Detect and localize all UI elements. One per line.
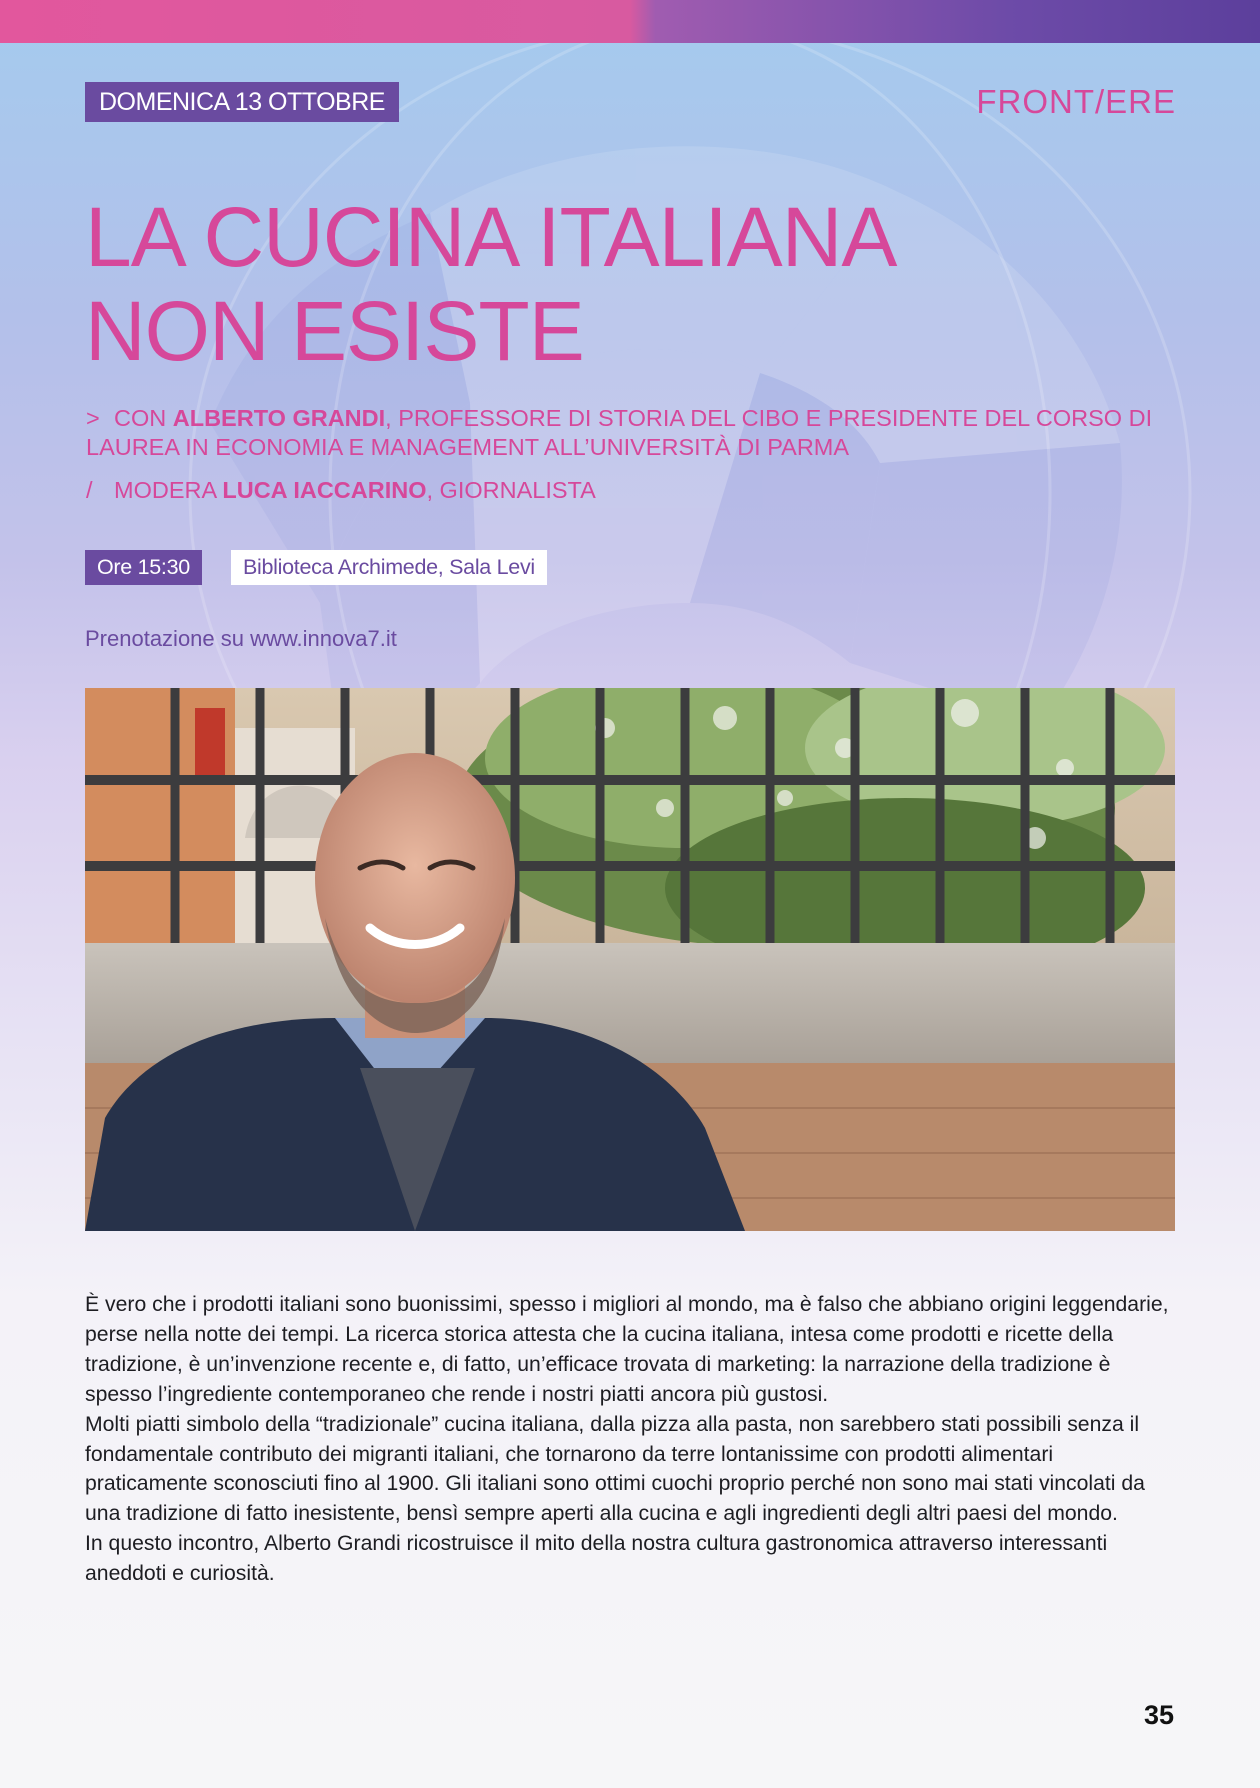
arrow-marker-icon: > (86, 405, 100, 431)
date-badge: DOMENICA 13 OTTOBRE (85, 82, 399, 122)
speaker-role: , PROFESSORE DI STORIA DEL CIBO E PRESIDENTE DEL CORSO DI LAUREA IN ECONOMIA E MANAGEMENT ALL’UNIVERSITÀ DI PARMA (86, 405, 1153, 460)
event-description (85, 1290, 1175, 1589)
moderator-role: , GIORNALISTA (426, 477, 596, 503)
place-badge: Biblioteca Archimede, Sala Levi (231, 550, 547, 585)
event-title (85, 190, 1185, 378)
description-paragraph-2: Molti piatti simbolo della “tradizionale” cucina italiana, dalla pizza alla pasta, non sarebbero stati possibili senza il fondamentale contributo dei migranti italiani, che tornarono da terre lontanissime con prodotti alimentari praticamente sconosciuti fino al 1900. Gli italiani sono ottimi cuochi proprio perché non sono mai stati vincolati da una tradizione di fatto inesistente, bensì sempre aperti alla cucina e agli ingredienti degli altri paesi del mondo. (85, 1412, 1145, 1526)
page-number: 35 (1143, 1700, 1174, 1730)
moderator-name: LUCA IACCARINO (222, 477, 427, 503)
speaker-name: ALBERTO GRANDI (172, 405, 386, 431)
top-gradient-bar (0, 0, 1260, 43)
moderator-prefix: MODERA (114, 477, 216, 503)
description-paragraph-3: In questo incontro, Alberto Grandi ricostruisce il mito della nostra cultura gastronomica attraverso interessanti aneddoti e curiosità. (85, 1532, 1108, 1586)
speaker-prefix: CON (114, 405, 167, 431)
title-line-2: NON ESISTE (85, 284, 584, 378)
brand-logo-text: FRONT/ERE (976, 83, 1176, 120)
booking-link[interactable]: Prenotazione su www.innova7.it (85, 626, 397, 651)
speaker-line (86, 404, 1196, 462)
moderator-line (86, 476, 596, 505)
slash-marker-icon: / (86, 477, 93, 503)
description-paragraph-1: È vero che i prodotti italiani sono buonissimi, spesso i migliori al mondo, ma è falso che abbiano origini leggendarie, perse nella notte dei tempi. La ricerca storica attesta che la cucina italiana, intesa come prodotti e ricette della tradizione, è un’invenzione recente e, di fatto, un’efficace trovata di marketing: la narrazione della tradizione è spesso l’ingrediente contemporaneo che rende i nostri piatti ancora più gustosi. (85, 1293, 1169, 1406)
time-badge: Ore 15:30 (85, 550, 202, 585)
speaker-photo (85, 688, 1175, 1231)
title-line-1: LA CUCINA ITALIANA (85, 190, 897, 284)
